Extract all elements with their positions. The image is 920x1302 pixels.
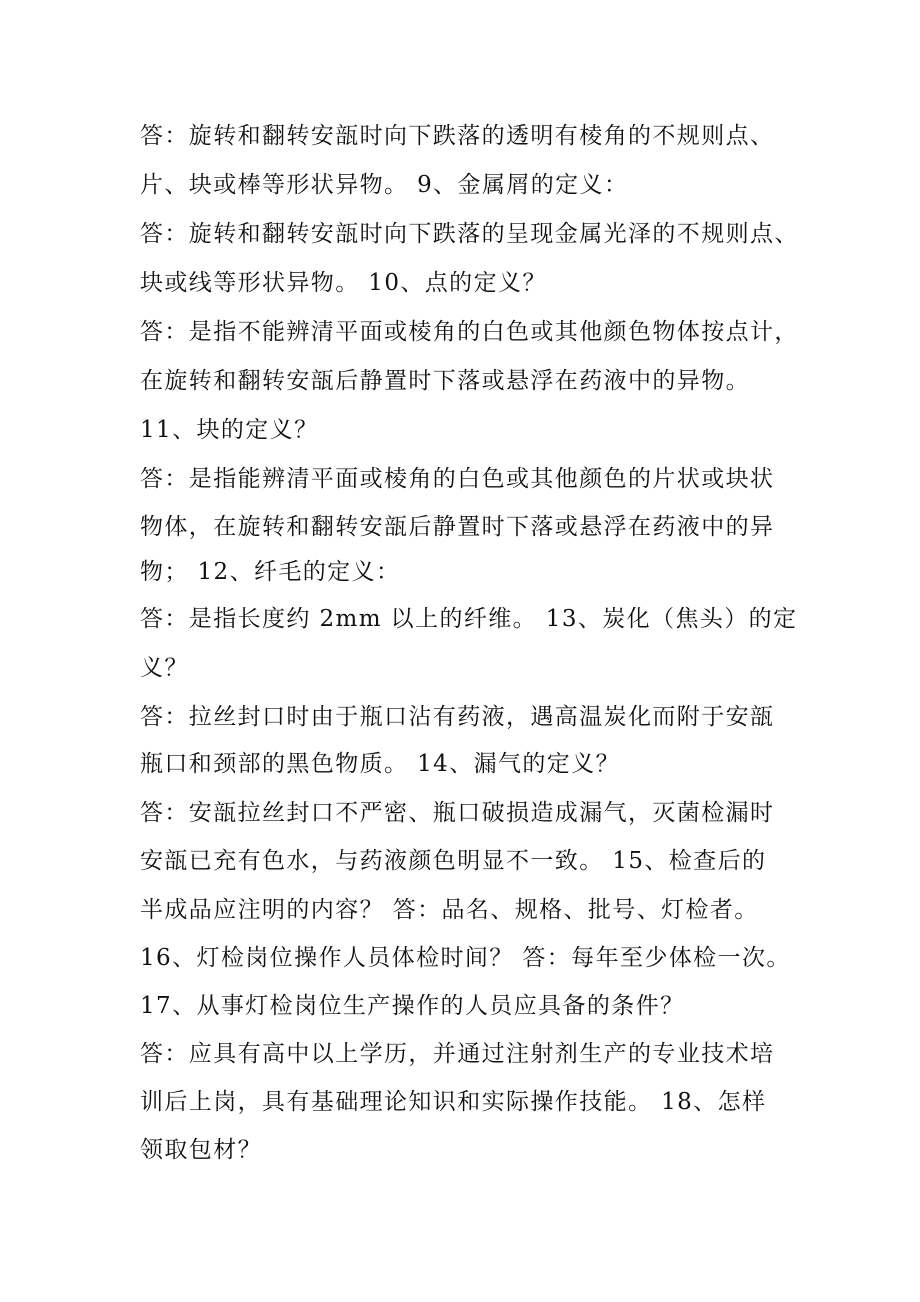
text-line-10: 物； 12、纤毛的定义： [140, 559, 401, 585]
text-line-14: 瓶口和颈部的黑色物质。 14、漏气的定义？ [140, 751, 620, 777]
text-line-7: 11、块的定义？ [140, 417, 319, 443]
text-line-2: 片、块或棒等形状异物。 9、金属屑的定义： [140, 172, 629, 198]
text-line-5: 答：是指不能辨清平面或棱角的白色或其他颜色物体按点计， [140, 319, 799, 345]
text-line-21: 训后上岗，具有基础理论知识和实际操作技能。 18、怎样 [140, 1089, 767, 1115]
text-line-12: 义？ [140, 655, 189, 681]
text-line-19: 17、从事灯检岗位生产操作的人员应具备的条件？ [140, 993, 685, 1019]
text-line-3: 答：旋转和翻转安瓿时向下跌落的呈现金属光泽的不规则点、 [140, 221, 799, 247]
text-line-20: 答：应具有高中以上学历，并通过注射剂生产的专业技术培 [140, 1041, 775, 1067]
text-line-22: 领取包材？ [140, 1137, 262, 1163]
text-line-15: 答：安瓿拉丝封口不严密、瓶口破损造成漏气，灭菌检漏时 [140, 800, 775, 826]
text-line-18: 16、灯检岗位操作人员体检时间？ 答：每年至少体检一次。 [140, 945, 791, 971]
text-line-17: 半成品应注明的内容？ 答：品名、规格、批号、灯检者。 [140, 897, 759, 923]
text-line-8: 答：是指能辨清平面或棱角的白色或其他颜色的片状或块状 [140, 466, 775, 492]
text-line-4: 块或线等形状异物。 10、点的定义？ [140, 270, 547, 296]
text-line-11: 答：是指长度约 2mm 以上的纤维。 13、炭化（焦头）的定 [140, 606, 798, 632]
text-line-16: 安瓿已充有色水，与药液颜色明显不一致。 15、检查后的 [140, 848, 767, 874]
text-line-9: 物体，在旋转和翻转安瓿后静置时下落或悬浮在药液中的异 [140, 514, 775, 540]
text-line-1: 答：旋转和翻转安瓿时向下跌落的透明有棱角的不规则点、 [140, 123, 775, 149]
text-line-6: 在旋转和翻转安瓿后静置时下落或悬浮在药液中的异物。 [140, 368, 750, 394]
text-line-13: 答：拉丝封口时由于瓶口沾有药液，遇高温炭化而附于安瓿 [140, 704, 775, 730]
